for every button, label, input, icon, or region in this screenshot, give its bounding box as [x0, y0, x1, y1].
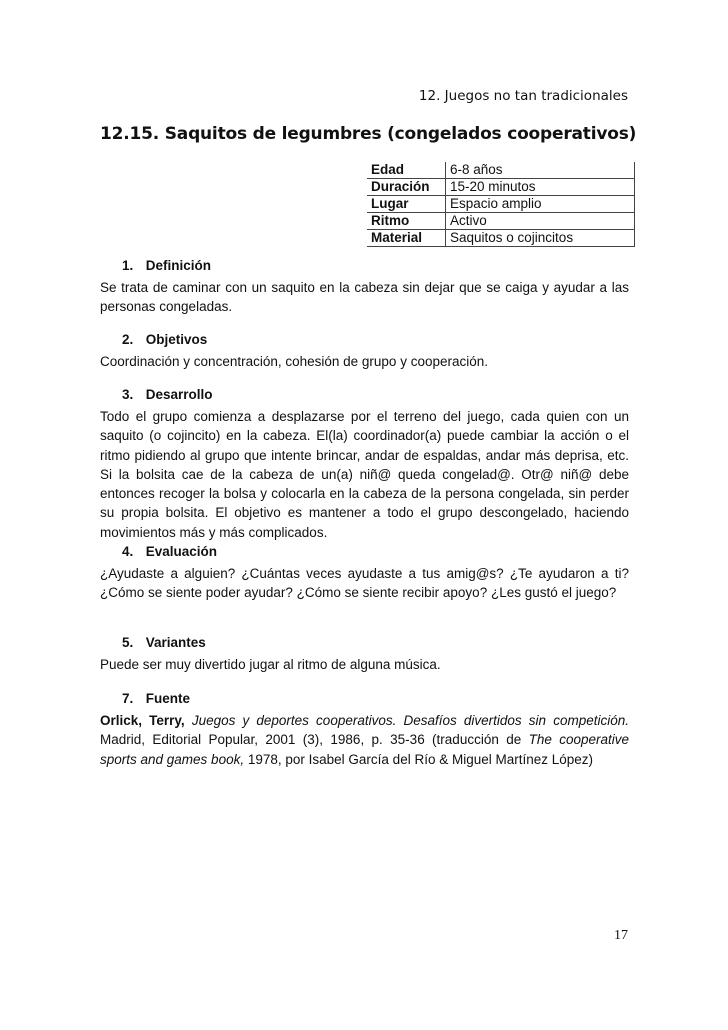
section-fuente [100, 690, 629, 769]
section-title: Evaluación [145, 544, 218, 559]
source-translation: 1978, por Isabel García del Río & Miguel Martínez López) [244, 751, 594, 767]
section-number: 5. [122, 635, 134, 650]
info-value: 15-20 minutos [446, 179, 635, 196]
running-header: 12. Juegos no tan tradicionales [418, 88, 628, 104]
section-definicion [100, 257, 629, 317]
section-heading [100, 634, 629, 652]
info-key: Material [367, 230, 446, 247]
section-text: Coordinación y concentración, cohesión de grupo y cooperación. [100, 354, 488, 369]
source-publication: Madrid, Editorial Popular, 2001 (3), 1986, p. 35-36 (traducción de [100, 732, 529, 748]
section-variantes [100, 634, 629, 674]
game-title: 12.15. Saquitos de legumbres (congelados cooperativos) [100, 124, 637, 144]
section-desarrollo [100, 386, 629, 542]
source-book-title: Juegos y deportes cooperativos. Desafíos divertidos sin competición. [191, 713, 629, 728]
section-heading [100, 257, 629, 275]
info-row-duracion [367, 179, 635, 196]
section-text: Se trata de caminar con un saquito en la cabeza sin dejar que se caiga y ayudar a las personas congeladas. [100, 280, 629, 315]
section-title: Objetivos [145, 332, 208, 347]
info-key: Duración [367, 179, 446, 196]
source-citation [100, 711, 629, 769]
page-number: 17 [614, 928, 628, 943]
section-title: Desarrollo [145, 387, 213, 402]
section-objetivos [100, 331, 629, 371]
info-row-ritmo [367, 213, 635, 230]
info-key: Edad [367, 162, 446, 179]
source-author: Orlick, Terry, [100, 713, 185, 728]
info-row-material [367, 230, 635, 247]
source-original-title: The cooperative sports and games book, [100, 732, 629, 767]
info-row-edad [367, 162, 635, 179]
section-heading [100, 331, 629, 349]
info-key: Lugar [367, 196, 446, 213]
section-number: 3. [122, 387, 134, 402]
info-value: 6-8 años [446, 162, 635, 179]
info-value: Saquitos o cojincitos [446, 230, 635, 247]
info-key: Ritmo [367, 213, 446, 230]
info-value: Espacio amplio [446, 196, 635, 213]
section-text: Todo el grupo comienza a desplazarse por el terreno del juego, cada quien con un saquito (o cojincito) en la cabeza. El(la) coordinador(a) puede cambiar la acción o el ritmo pidiendo al grupo que intente brincar, andar de espaldas, andar más deprisa, etc. Si la bolsita cae de la cabeza de un(a) niñ@ queda congelad@. Otr@ niñ@ debe entonces recoger la bolsa y colocarla en la cabeza de la persona congelada, sin perder su propia bolsita. El objetivo es mantener a todo el grupo descongelado, haciendo movimientos más y más complicados. [100, 409, 629, 540]
section-title: Definición [145, 258, 212, 273]
section-title: Fuente [145, 691, 191, 706]
section-text: Puede ser muy divertido jugar al ritmo de alguna música. [100, 657, 441, 672]
info-row-lugar [367, 196, 635, 213]
section-text: ¿Ayudaste a alguien? ¿Cuántas veces ayudaste a tus amig@s? ¿Te ayudaron a ti? ¿Cómo se siente poder ayudar? ¿Cómo se siente recibir apoyo? ¿Les gustó el juego? [100, 566, 629, 601]
section-title: Variantes [145, 635, 206, 650]
section-number: 4. [122, 544, 134, 559]
game-info-table [367, 162, 635, 247]
section-heading [100, 690, 629, 708]
section-heading [100, 543, 629, 561]
info-value: Activo [446, 213, 635, 230]
section-number: 1. [122, 258, 134, 273]
section-number: 2. [122, 332, 134, 347]
section-heading [100, 386, 629, 404]
section-number: 7. [122, 691, 134, 706]
section-evaluacion [100, 543, 629, 603]
